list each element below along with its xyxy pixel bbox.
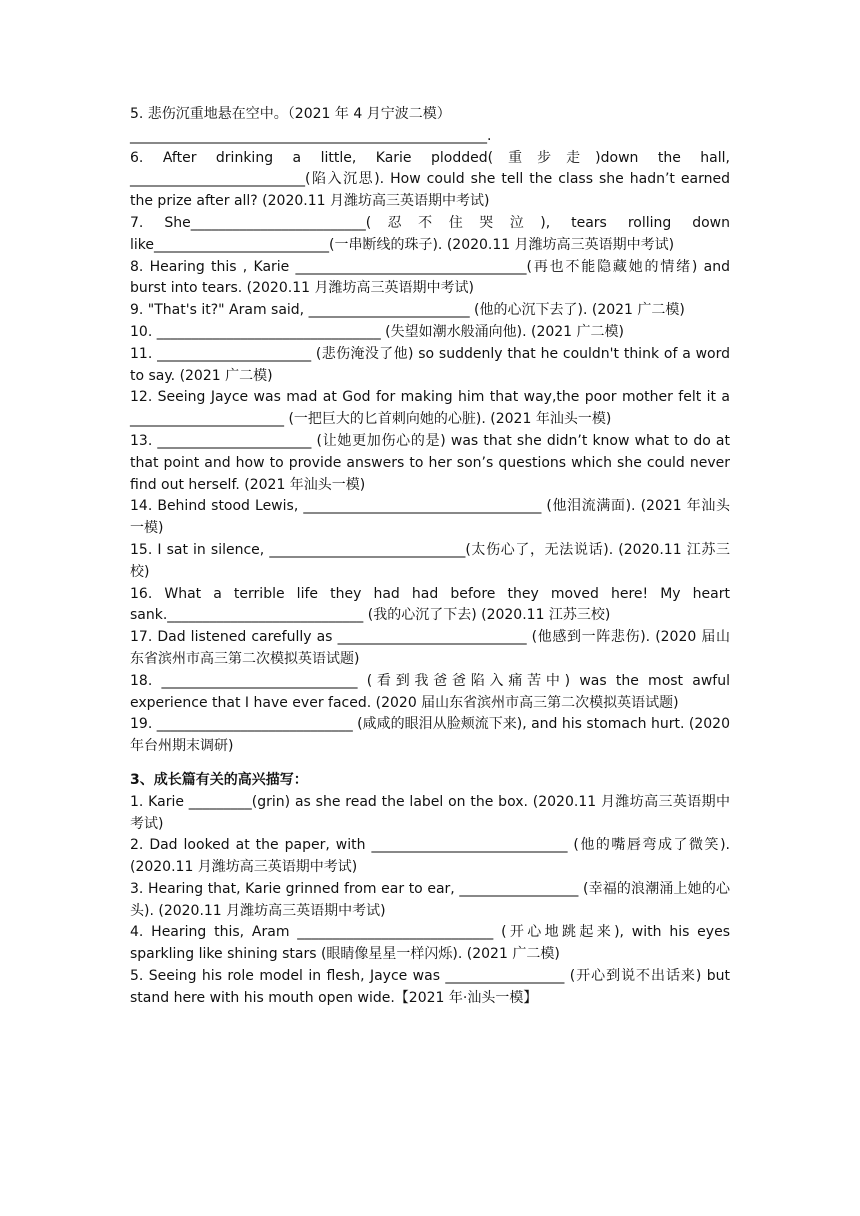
question-13: 13. ______________________ (让她更加伤心的是) was that she didn’t know what to do at that point and how to provide answers to her son’s questions which she could never find out herself. (2021 年汕头一模) <box>130 432 730 493</box>
answer-blank-5: ___________________________________________________. <box>130 127 492 144</box>
happy-question-3: 3. Hearing that, Karie grinned from ear to ear, _________________ (幸福的浪潮涌上她的心头). (2020.11 月潍坊高三英语期中考试) <box>130 880 730 919</box>
question-14: 14. Behind stood Lewis, __________________________________ (他泪流满面). (2021 年汕头一模) <box>130 498 730 537</box>
question-19: 19. ____________________________ (咸咸的眼泪从脸颊流下来), and his stomach hurt. (2020 年台州期末调研) <box>130 716 730 755</box>
question-18: 18. ____________________________ (看到我爸爸陷入痛苦中) was the most awful experience that I have ever faced. (2020 届山东省滨州市高三第二次模拟英语试题) <box>130 672 730 711</box>
question-5: 5. 悲伤沉重地悬在空中。（2021 年 4 月宁波二模） <box>130 106 451 122</box>
happy-question-4: 4. Hearing this, Aram ____________________________ (开心地跳起来), with his eyes sparkling like shining stars (眼睛像星星一样闪烁). (2021 广二模) <box>130 924 730 963</box>
question-17: 17. Dad listened carefully as ___________________________ (他感到一阵悲伤). (2020 届山东省滨州市高三第二次模拟英语试题) <box>130 629 730 667</box>
document-page <box>130 104 730 1010</box>
section-gap <box>130 758 730 770</box>
question-7: 7. She_________________________(忍不住哭泣), tears rolling down like_________________________(一串断线的珠子). (2020.11 月潍坊高三英语期中考试) <box>130 214 730 253</box>
question-6: 6. After drinking a little, Karie plodded(重步走)down the hall, _________________________(陷入沉思). How could she tell the class she hadn’t earned the prize after all? (2020.11 月潍坊高三英语期中考试) <box>130 149 730 210</box>
question-10: 10. ________________________________ (失望如潮水般涌向他). (2021 广二模) <box>130 323 624 340</box>
question-8: 8. Hearing this , Karie _________________________________(再也不能隐藏她的情绪) and burst into tears. (2020.11 月潍坊高三英语期中考试) <box>130 258 730 297</box>
question-16: 16. What a terrible life they had had before they moved here! My heart sank.____________________________ (我的心沉了下去) (2020.11 江苏三校) <box>130 585 730 624</box>
happy-question-2: 2. Dad looked at the paper, with ____________________________ (他的嘴唇弯成了微笑). (2020.11 月潍坊高三英语期中考试) <box>130 837 730 876</box>
question-15: 15. I sat in silence, ____________________________(太伤心了，无法说话). (2020.11 江苏三校) <box>130 541 730 580</box>
question-9: 9. "That's it?" Aram said, _______________________ (他的心沉下去了). (2021 广二模) <box>130 302 685 319</box>
happy-question-1: 1. Karie _________(grin) as she read the label on the box. (2020.11 月潍坊高三英语期中考试) <box>130 793 730 832</box>
question-12: 12. Seeing Jayce was mad at God for making him that way,the poor mother felt it a ______________________ (一把巨大的匕首刺向她的心脏). (2021 年汕头一模) <box>130 389 730 428</box>
section-heading: 3、成长篇有关的高兴描写： <box>130 771 308 788</box>
question-11: 11. ______________________ (悲伤淹没了他) so suddenly that he couldn't think of a word to say. (2021 广二模) <box>130 345 730 384</box>
happy-question-5: 5. Seeing his role model in flesh, Jayce was _________________ (开心到说不出话来) but stand here with his mouth open wide.【2021 年·汕头一模】 <box>130 968 730 1006</box>
